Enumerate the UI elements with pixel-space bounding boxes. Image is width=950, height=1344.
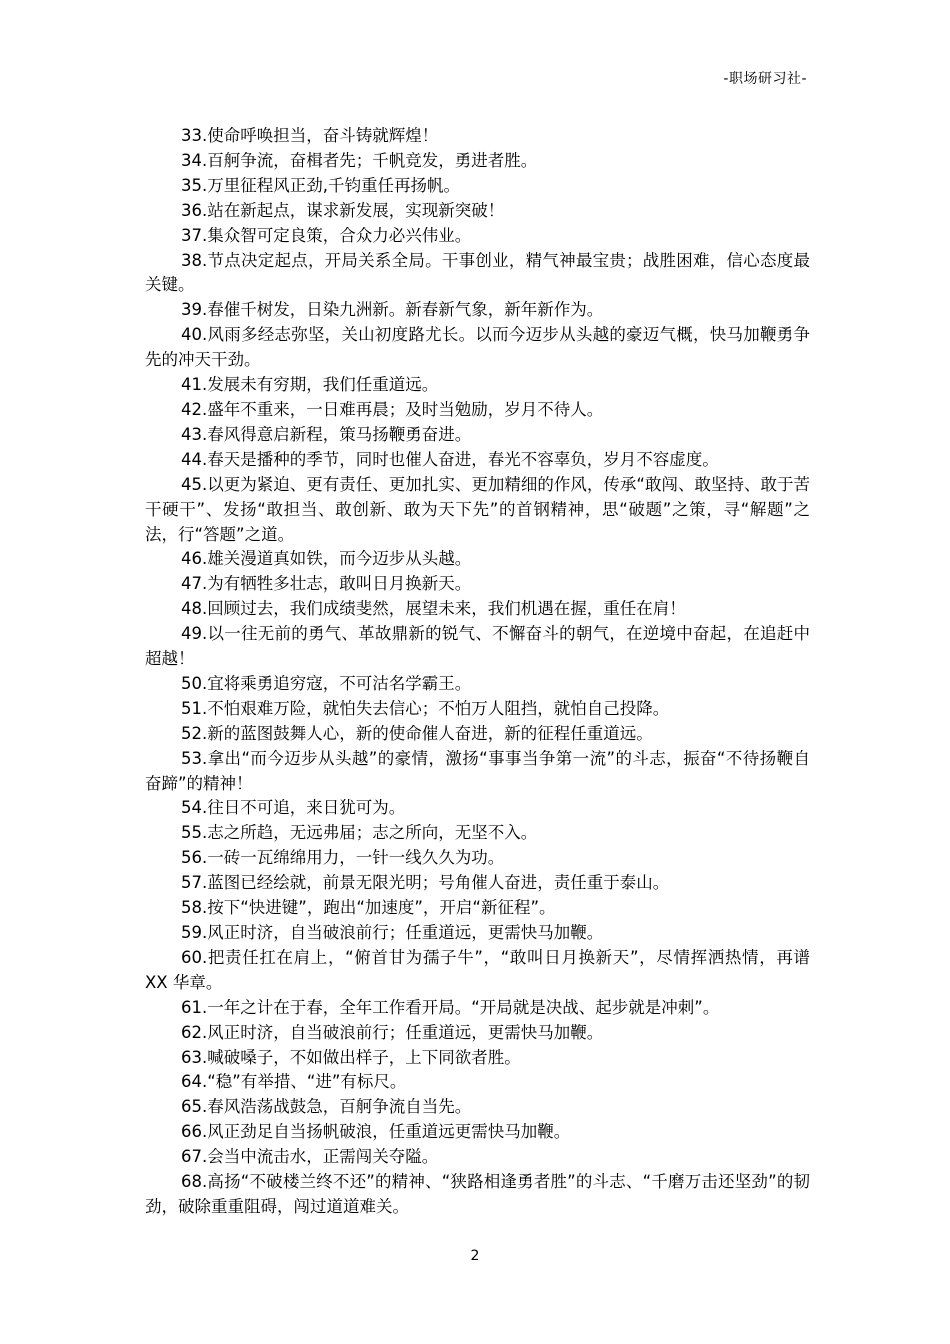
list-item: 49.以一往无前的勇气、革故鼎新的锐气、不懈奋斗的朝气，在逆境中奋起，在追赶中超越！: [145, 624, 810, 669]
list-item: 43.春风得意启新程，策马扬鞭勇奋进。: [181, 424, 472, 444]
list-item: 53.拿出“而今迈步从头越”的豪情，激扬“事事当争第一流”的斗志，振奋“不待扬鞭自奋蹄”的精神！: [145, 748, 810, 793]
page-number: 2: [470, 1248, 480, 1264]
list-item: 41.发展未有穷期，我们任重道远。: [181, 375, 439, 395]
list-item: 47.为有牺牲多壮志，敢叫日月换新天。: [181, 574, 472, 594]
list-item: 61.一年之计在于春，全年工作看开局。“开局就是决战、起步就是冲刺”。: [181, 997, 720, 1017]
list-item: 68.高扬“不破楼兰终不还”的精神、“狭路相逢勇者胜”的斗志、“千磨万击还坚劲”的韧劲，破除重重阻碍，闯过道道难关。: [145, 1172, 810, 1216]
list-item: 58.按下“快进键”，跑出“加速度”，开启“新征程”。: [181, 898, 556, 918]
list-item: 52.新的蓝图鼓舞人心，新的使命催人奋进，新的征程任重道远。: [181, 723, 653, 743]
list-item: 51.不怕艰难万险，就怕失去信心；不怕万人阻挡，就怕自己投降。: [181, 698, 670, 718]
list-item: 34.百舸争流，奋楫者先；千帆竞发，勇进者胜。: [181, 150, 538, 170]
list-item: 64.“稳”有举措、“进”有标尺。: [181, 1072, 407, 1092]
slogan-list: [145, 124, 810, 1220]
list-item: 42.盛年不重来，一日难再晨；及时当勉励，岁月不待人。: [181, 399, 604, 419]
list-item: 65.春风浩荡战鼓急，百舸争流自当先。: [181, 1097, 472, 1117]
list-item: 40.风雨多经志弥坚，关山初度路尤长。以而今迈步从头越的豪迈气概，快马加鞭勇争先的冲天干劲。: [145, 325, 810, 370]
list-item: 35.万里征程风正劲,千钧重任再扬帆。: [181, 175, 460, 195]
list-item: 36.站在新起点，谋求新发展，实现新突破！: [181, 200, 505, 220]
list-item: 48.回顾过去，我们成绩斐然，展望未来，我们机遇在握，重任在肩！: [181, 599, 686, 619]
list-item: 50.宜将乘勇追穷寇，不可沽名学霸王。: [181, 673, 472, 693]
list-item: 38.节点决定起点，开局关系全局。干事创业，精气神最宝贵；战胜困难，信心态度最关键。: [145, 250, 810, 295]
list-item: 37.集众智可定良策，合众力必兴伟业。: [181, 225, 472, 245]
list-item: 59.风正时济，自当破浪前行；任重道远，更需快马加鞭。: [181, 923, 604, 942]
list-item: 33.使命呼唤担当，奋斗铸就辉煌！: [181, 126, 439, 145]
list-item: 57.蓝图已经绘就，前景无限光明；号角催人奋进，责任重于泰山。: [181, 873, 670, 893]
list-item: 44.春天是播种的季节，同时也催人奋进，春光不容辜负，岁月不容虚度。: [181, 449, 719, 469]
list-item: 39.春催千树发，日染九洲新。新春新气象，新年新作为。: [181, 300, 604, 320]
list-item: 55.志之所趋，无远弗届；志之所向，无坚不入。: [181, 823, 538, 843]
list-item: 62.风正时济，自当破浪前行；任重道远，更需快马加鞭。: [181, 1022, 604, 1042]
list-item: 56.一砖一瓦绵绵用力，一针一线久久为功。: [181, 848, 505, 868]
list-item: 60.把责任扛在肩上，“俯首甘为孺子牛”，“敢叫日月换新天”，尽情挥洒热情，再谱 XX 华章。: [145, 947, 810, 992]
list-item: 63.喊破嗓子，不如做出样子，上下同欲者胜。: [181, 1047, 521, 1067]
list-item: 54.往日不可追，来日犹可为。: [181, 798, 406, 818]
list-item: 67.会当中流击水，正需闯关夺隘。: [181, 1147, 439, 1167]
list-item: 66.风正劲足自当扬帆破浪，任重道远更需快马加鞭。: [181, 1122, 571, 1142]
list-item: 45.以更为紧迫、更有责任、更加扎实、更加精细的作风，传承“敢闯、敢坚持、敢于苦干硬干”、发扬“敢担当、敢创新、敢为天下先”的首钢精神，思“破题”之策，寻“解题”之法，行“答题”之道。: [145, 474, 810, 544]
list-item: 46.雄关漫道真如铁，而今迈步从头越。: [181, 549, 472, 569]
page-header: -职场研习社-: [723, 71, 807, 87]
